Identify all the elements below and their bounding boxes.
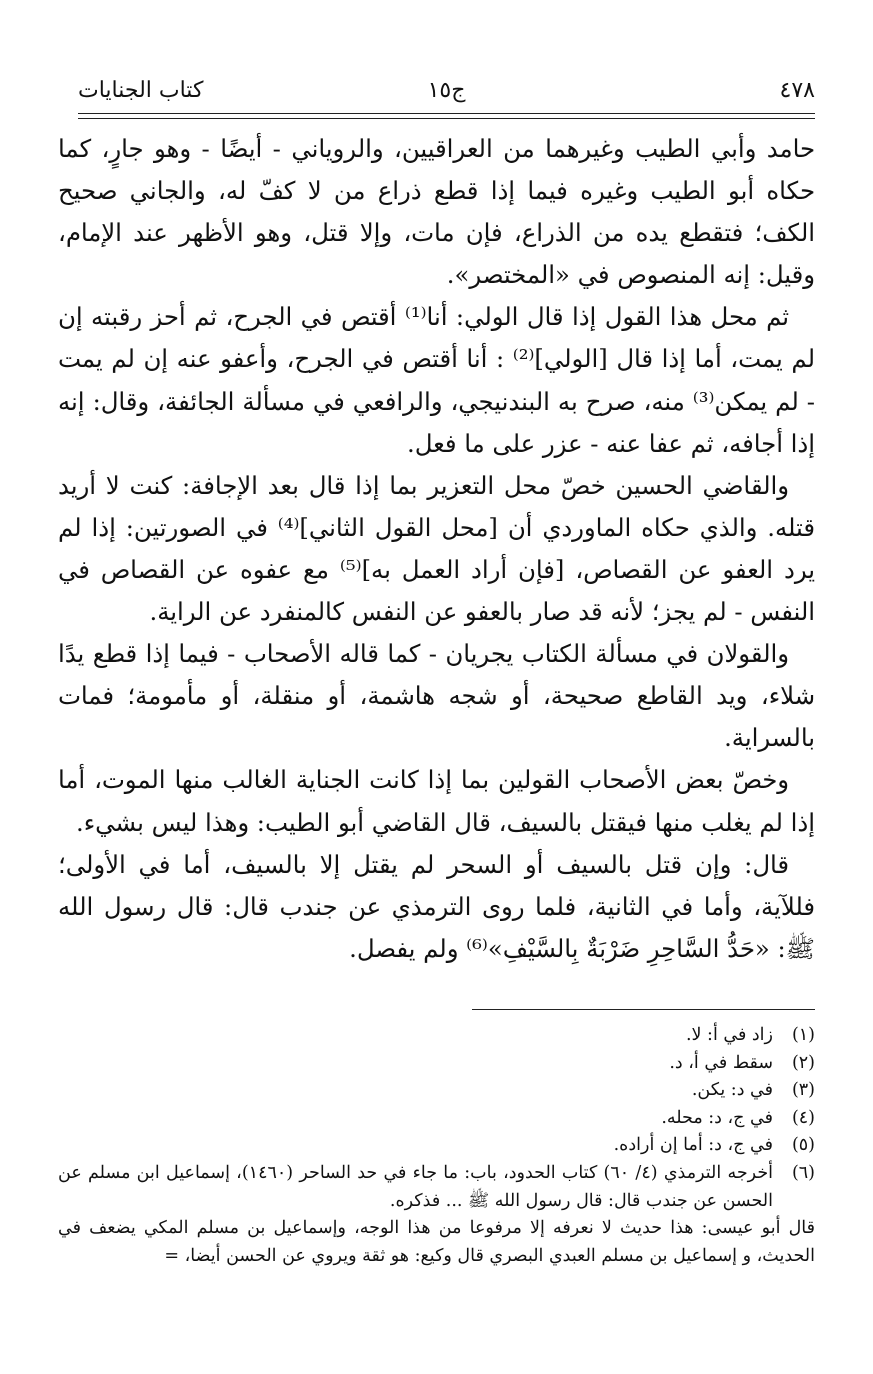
footnote [58,1160,815,1215]
footnote-text: زاد في أ: لا. [685,1025,773,1045]
page-number: ٤٧٨ [779,78,815,103]
paragraph: والقولان في مسألة الكتاب يجريان - كما قاله الأصحاب - فيما إذا قطع يدًا شلاء، ويد القاطع صحيحة، أو شجه هاشمة، أو منقلة، أو مأمومة؛ فمات بالسراية. [58,639,815,753]
footnote [58,1132,815,1160]
paragraph: ثم محل هذا القول إذا قال الولي: أنا⁽¹⁾ أقتص في الجرح، ثم أحز رقبته إن لم يمت، أما إذا قال [الولي]⁽²⁾ : أنا أقتص في الجرح، وأعفو عنه إن لم يمت - لم يمكن⁽³⁾ منه، صرح به البندنيجي، والرافعي في مسألة الجائفة، وقال: إنه إذا أجافه، ثم عفا عنه - عزر على ما فعل. [58,302,815,458]
running-header [78,74,815,108]
footnote-text: سقط في أ، د. [669,1052,773,1073]
footnote-number: (٦) [791,1162,815,1183]
paragraph: وخصّ بعض الأصحاب القولين بما إذا كانت الجناية الغالب منها الموت، أما إذا لم يغلب منها فيقتل بالسيف، قال القاضي أبو الطيب: وهذا ليس بشيء. [58,765,815,837]
paragraph: قال: وإن قتل بالسيف أو السحر لم يقتل إلا بالسيف، أما في الأولى؛ فللآية، وأما في الثانية، فلما روى الترمذي عن جندب قال: قال رسول الله ﷺ: «حَدُّ السَّاحِرِ ضَرْبَةٌ بِالسَّيْفِ»⁽⁶⁾ ولم يفصل. [58,849,815,963]
footnote-number: (٥) [791,1135,815,1156]
footnote [58,1022,815,1050]
footnote-continuation: قال أبو عيسى: هذا حديث لا نعرفه إلا مرفوعا من هذا الوجه، وإسماعيل بن مسلم المكي يضعف في الحديث، و إسماعيل بن مسلم العبدي البصري قال وكيع: هو ثقة ويروي عن الحسن أيضا، = [58,1218,815,1266]
footnote-text: أخرجه الترمذي (٤/ ٦٠) كتاب الحدود، باب: ما جاء في حد الساحر (١٤٦٠)، إسماعيل ابن مسلم عن الحسن عن جندب قال: قال رسول الله ﷺ ... فذكره. [58,1162,773,1211]
footnote [58,1105,815,1133]
main-text [58,128,815,970]
footnote-text: في ج، د: أما إن أراده. [613,1135,773,1156]
header-rule-thin [78,118,815,119]
footnote [58,1050,815,1078]
book-title: كتاب الجنايات [78,78,204,103]
footnote-separator [472,1009,815,1010]
footnote-number: (٣) [791,1080,815,1101]
footnote [58,1077,815,1105]
footnote-text: في د: يكن. [691,1080,773,1101]
header-rule-thick [78,113,815,114]
paragraph: حامد وأبي الطيب وغيرهما من العراقيين، والروياني - أيضًا - وهو جارٍ، كما حكاه أبو الطيب وغيره فيما إذا قطع ذراع من لا كفّ له، والجاني صحيح الكف؛ فتقطع يده من الذراع، فإن مات، وإلا قتل، وهو الأظهر عند الإمام، وقيل: إنه المنصوص في «المختصر». [58,134,815,290]
volume-label: ج١٥ [427,78,466,103]
footnote-number: (٢) [791,1052,815,1073]
footnote-number: (١) [791,1025,815,1045]
footnote-number: (٤) [791,1107,815,1128]
footnotes [58,1022,815,1270]
footnote-text: في ج، د: محله. [661,1107,773,1128]
paragraph: والقاضي الحسين خصّ محل التعزير بما إذا قال بعد الإجافة: كنت لا أريد قتله. والذي حكاه الماوردي أن [محل القول الثاني]⁽⁴⁾ في الصورتين: إذا لم يرد العفو عن القصاص، [فإن أراد العمل به]⁽⁵⁾ مع عفوه عن القصاص في النفس - لم يجز؛ لأنه قد صار بالعفو عن النفس كالمنفرد عن الراية. [58,470,815,627]
